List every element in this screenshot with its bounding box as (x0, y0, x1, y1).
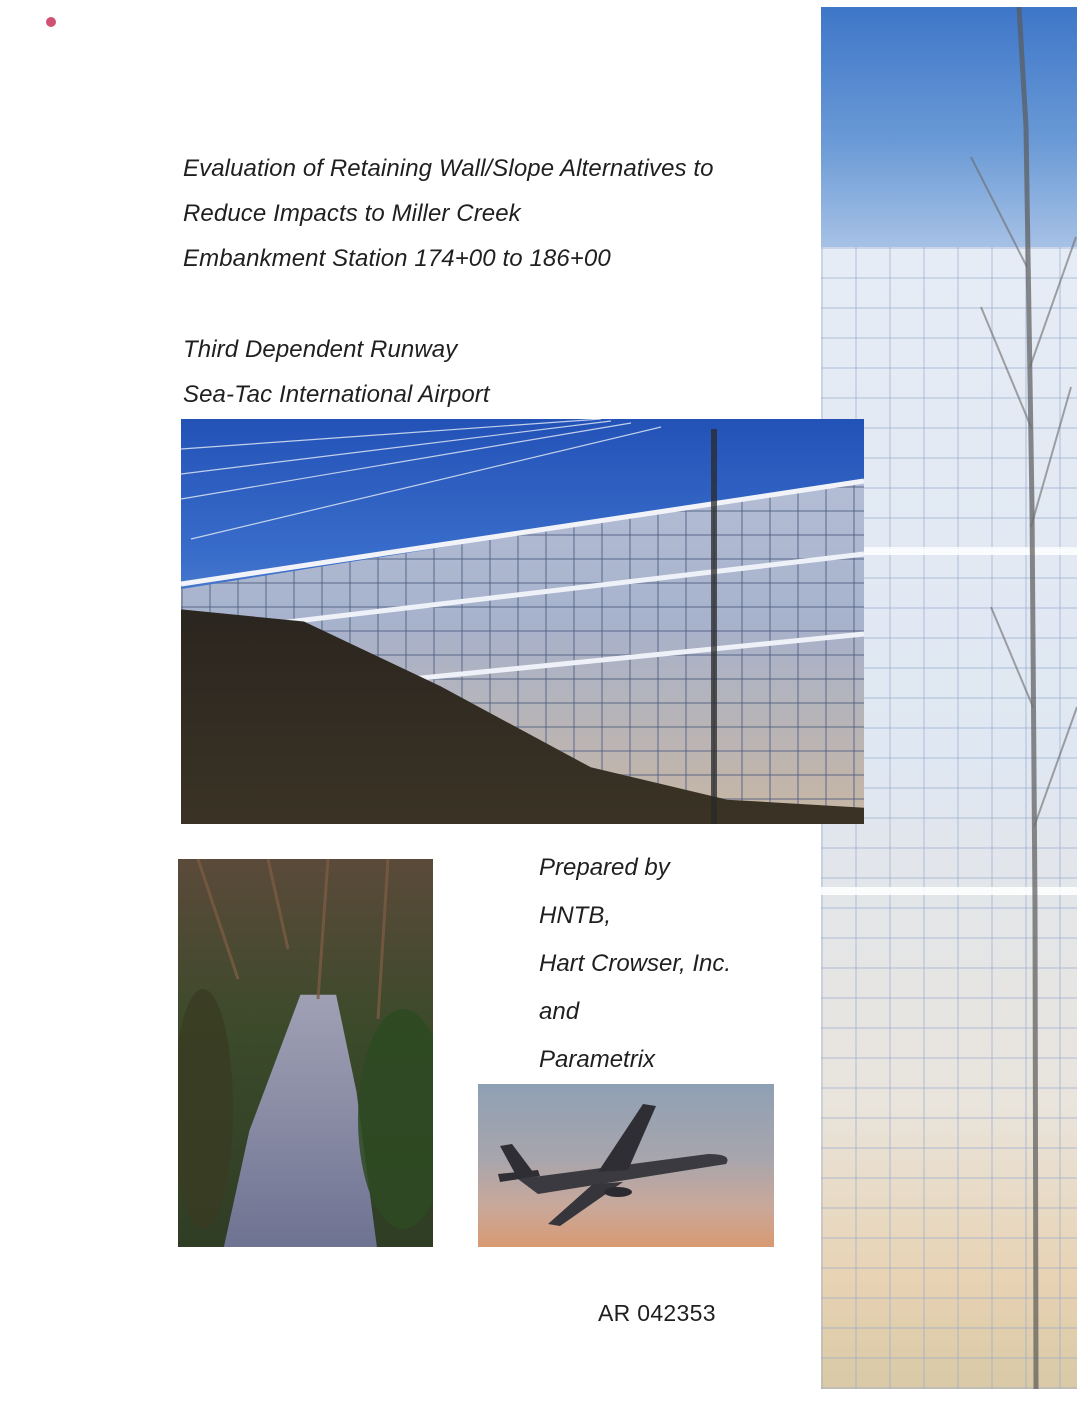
prepared-by-block (539, 844, 799, 1084)
retaining-wall-photo (181, 419, 864, 824)
title-line: Embankment Station 174+00 to 186+00 (183, 245, 611, 272)
creek-vegetation-icon (178, 859, 433, 1247)
tree-icon (711, 429, 717, 824)
prepared-by-line: HNTB, (539, 902, 611, 929)
document-number: AR 042353 (598, 1300, 716, 1326)
prepared-by-line: and (539, 998, 580, 1025)
title-line: Reduce Impacts to Miller Creek (183, 200, 521, 227)
miller-creek-photo (178, 859, 433, 1247)
prepared-by-line: Prepared by (539, 854, 670, 881)
prepared-by-line: Hart Crowser, Inc. (539, 950, 732, 977)
project-line: Third Dependent Runway (183, 336, 458, 363)
project-line: Sea-Tac International Airport (183, 381, 490, 408)
document-title (183, 146, 803, 417)
red-mark-dot (46, 17, 56, 27)
airplane-photo (478, 1084, 774, 1247)
prepared-by-line: Parametrix (539, 1046, 656, 1073)
airplane-icon (478, 1084, 774, 1247)
title-line: Evaluation of Retaining Wall/Slope Alternatives to (183, 155, 714, 182)
